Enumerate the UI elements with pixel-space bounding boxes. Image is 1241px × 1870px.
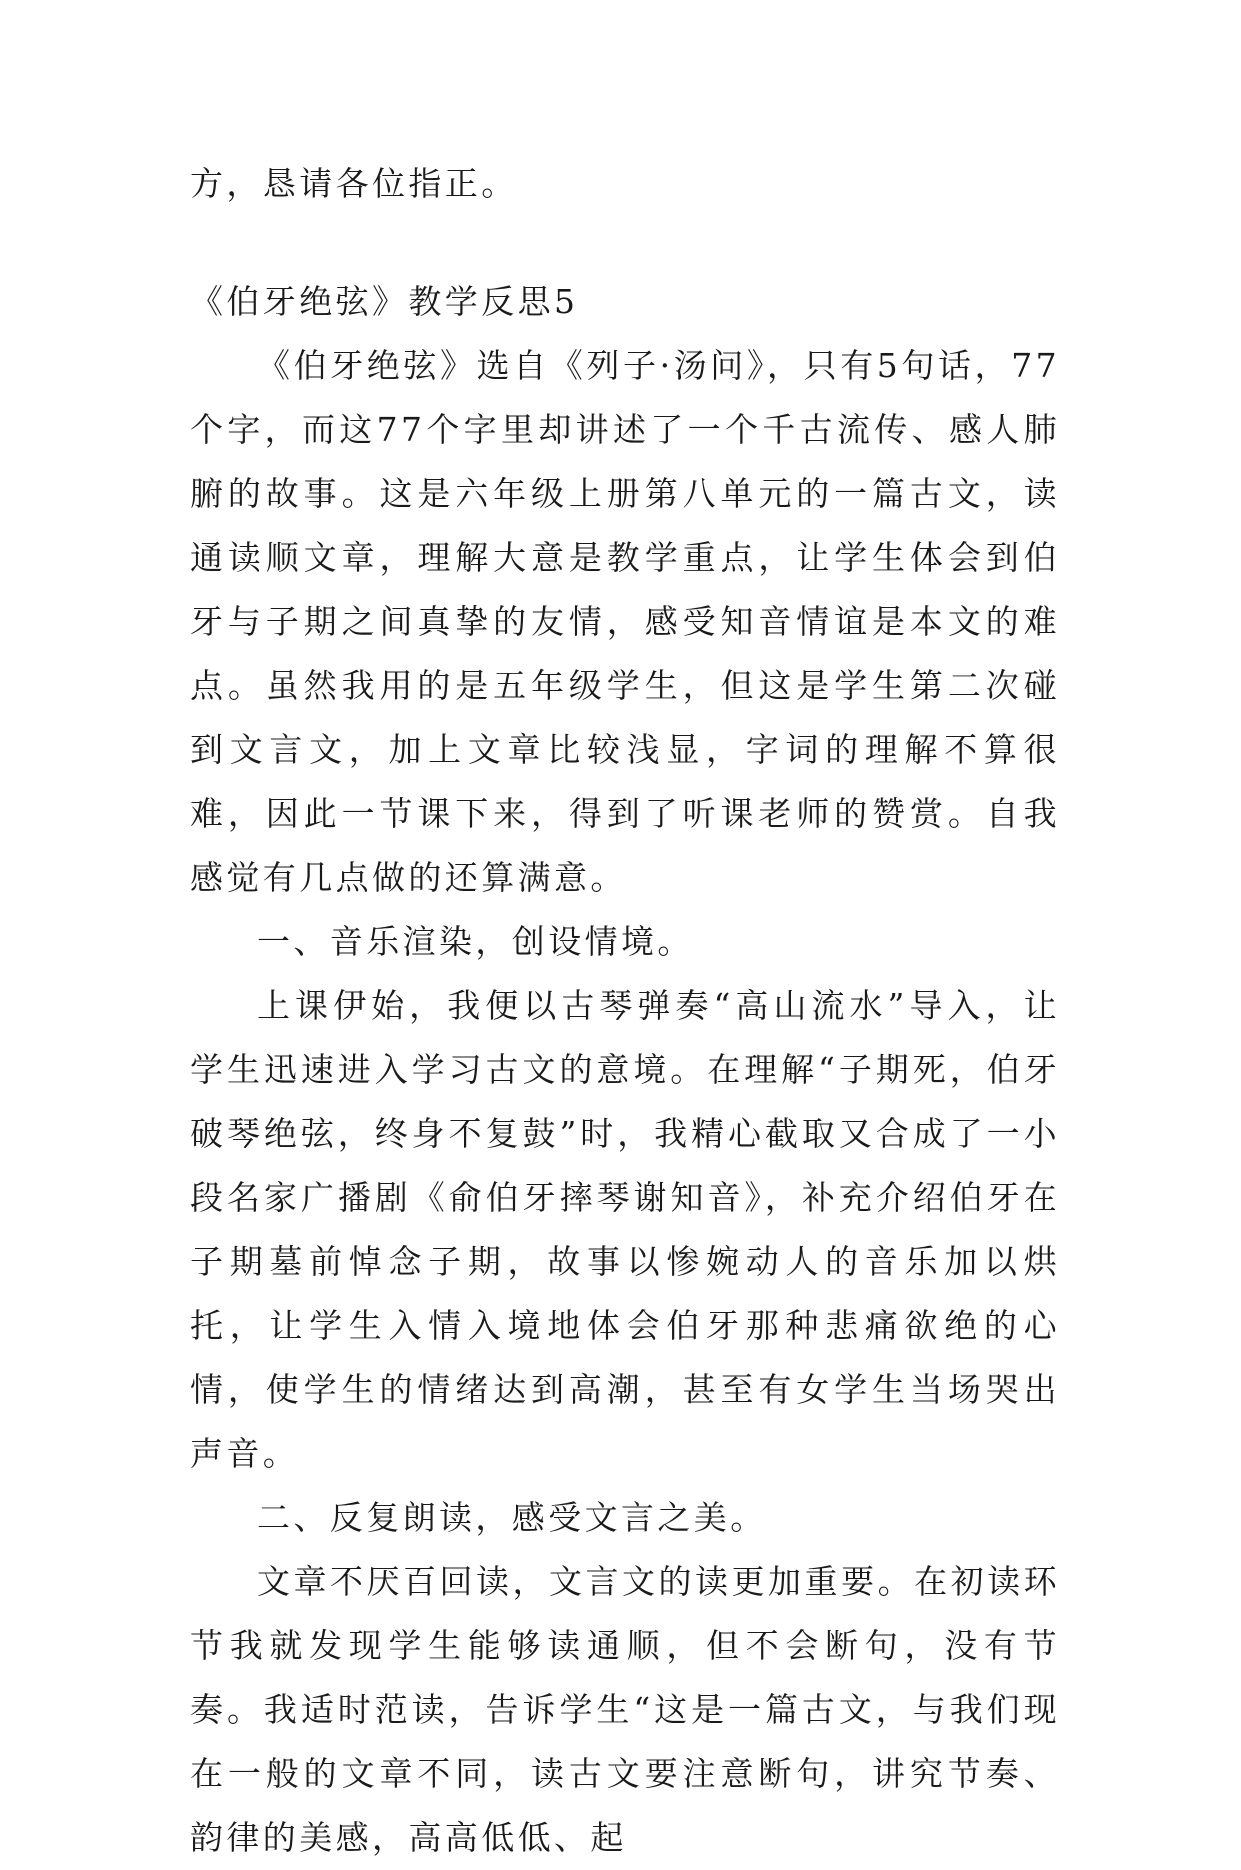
paragraph-intro: 《伯牙绝弦》选自《列子·汤问》，只有5句话，77个字，而这77个字里却讲述了一个千古流传、感人肺腑的故事。这是六年级上册第八单元的一篇古文，读通读顺文章，理解大意是教学重点，让学生体会到伯牙与子期之间真挚的友情，感受知音情谊是本文的难点。虽然我用的是五年级学生，但这是学生第二次碰到文言文，加上文章比较浅显，字词的理解不算很难，因此一节课下来，得到了听课老师的赞赏。自我感觉有几点做的还算满意。 xyxy=(190,346,1060,897)
fragment-text: 方，恳请各位指正。 xyxy=(190,164,518,203)
paragraph-reading: 文章不厌百回读，文言文的读更加重要。在初读环节我就发现学生能够读通顺，但不会断句，没有节奏。我适时范读，告诉学生“这是一篇古文，与我们现在一般的文章不同，读古文要注意断句，讲究节奏、韵律的美感，高高低低、起 xyxy=(190,1562,1060,1857)
continuation-fragment xyxy=(190,152,1060,216)
heading-reading: 二、反复朗读，感受文言之美。 xyxy=(257,1498,767,1537)
heading-music: 一、音乐渲染，创设情境。 xyxy=(257,922,694,961)
section-title: 《伯牙绝弦》教学反思5 xyxy=(190,282,579,321)
section-body xyxy=(190,270,1060,1870)
paragraph-music: 上课伊始，我便以古琴弹奏“高山流水”导入，让学生迅速进入学习古文的意境。在理解“子期死，伯牙破琴绝弦，终身不复鼓”时，我精心截取又合成了一小段名家广播剧《俞伯牙摔琴谢知音》，补充介绍伯牙在子期墓前悼念子期，故事以惨婉动人的音乐加以烘托，让学生入情入境地体会伯牙那种悲痛欲绝的心情，使学生的情绪达到高潮，甚至有女学生当场哭出声音。 xyxy=(190,986,1060,1473)
